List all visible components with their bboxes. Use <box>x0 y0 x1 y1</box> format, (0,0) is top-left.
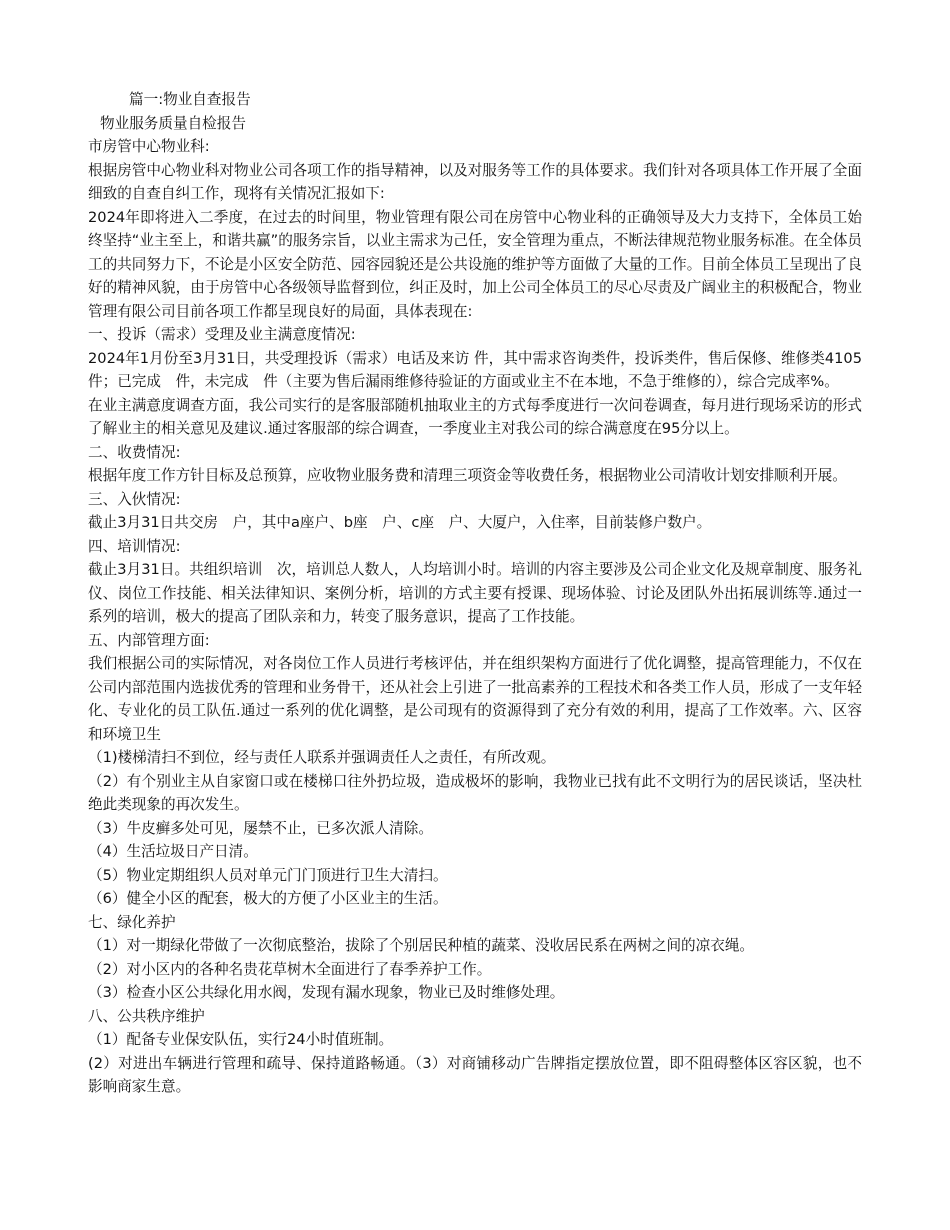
list-item-sanitation-2: （2）有个别业主从自家窗口或在楼梯口往外扔垃圾，造成极坏的影响，我物业已找有此不文明行为的居民谈话，坚决杜绝此类现象的再次发生。 <box>88 772 862 813</box>
section-heading-complaints: 一、投诉（需求）受理及业主满意度情况: <box>88 326 356 343</box>
section-heading-internal-management: 五、内部管理方面: <box>88 631 210 649</box>
section-heading-public-order: 八、公共秩序维护 <box>88 1007 205 1025</box>
section-heading-occupancy: 三、入伙情况: <box>88 490 181 508</box>
list-item-sanitation-6: （6）健全小区的配套，极大的方便了小区业主的生活。 <box>88 890 448 907</box>
list-item-sanitation-4: （4）生活垃圾日产日清。 <box>88 843 258 860</box>
document-title: 篇一:物业自查报告 <box>129 91 251 108</box>
section-heading-fees: 二、收费情况: <box>88 443 181 461</box>
paragraph-addressee: 市房管中心物业科: <box>88 138 210 155</box>
list-item-greening-1: （1）对一期绿化带做了一次彻底整治，拔除了个别居民种植的蔬菜、没收居民系在两树之间的凉衣绳。 <box>88 937 755 954</box>
list-item-sanitation-1: （1)楼梯清扫不到位，经与责任人联系并强调责任人之责任，有所改观。 <box>88 749 556 766</box>
list-item-sanitation-3: （3）牛皮癣多处可见，屡禁不止，已多次派人清除。 <box>88 819 433 837</box>
list-item-greening-3: （3）检查小区公共绿化用水阀，发现有漏水现象，物业已及时维修处理。 <box>88 984 565 1001</box>
list-item-public-order-2: (2）对进出车辆进行管理和疏导、保持道路畅通。（3）对商铺移动广告牌指定摆放位置，即不阻碍整体区容区貌，也不影响商家生意。 <box>88 1054 862 1095</box>
paragraph-satisfaction: 在业主满意度调查方面，我公司实行的是客服部随机抽取业主的方式每季度进行一次问卷调查，每月进行现场采访的形式了解业主的相关意见及建议.通过客服部的综合调查，一季度业主对我公司的综合满意度在95分以上。 <box>88 396 862 437</box>
paragraph-overview: 2024年即将进入二季度，在过去的时间里，物业管理有限公司在房管中心物业科的正确领导及大力支持下，全体员工始终坚持“业主至上，和谐共赢”的服务宗旨，以业主需求为己任，安全管理为重点，不断法律规范物业服务标准。在全体员工的共同努力下，不论是小区安全防范、园容园貌还是公共设施的维护等方面做了大量的工作。目前全体员工呈现出了良好的精神风貌，由于房管中心各级领导监督到位，纠正及时，加上公司全体员工的尽心尽责及广阔业主的积极配合，物业管理有限公司目前各项工作都呈现良好的局面，具体表现在: <box>88 208 863 320</box>
paragraph-complaints-stats: 2024年1月份至3月31日，共受理投诉（需求）电话及来访 件，其中需求咨询类件，投诉类件，售后保修、维修类4105件；已完成 件，未完成 件（主要为售后漏雨维修待验证的方面或业主不在本地，不急于维修的），综合完成率%。 <box>88 349 862 390</box>
list-item-sanitation-5: （5）物业定期组织人员对单元门门顶进行卫生大清扫。 <box>88 866 448 884</box>
section-heading-greening: 七、绿化养护 <box>88 913 176 931</box>
list-item-public-order-1: （1）配备专业保安队伍，实行24小时值班制。 <box>88 1031 394 1048</box>
list-item-greening-2: （2）对小区内的各种名贵花草树木全面进行了春季养护工作。 <box>88 960 492 978</box>
paragraph-occupancy: 截止3月31日共交房 户，其中a座户、b座 户、c座 户、大厦户，入住率，目前装修户数户。 <box>88 514 712 531</box>
paragraph-intro: 根据房管中心物业科对物业公司各项工作的指导精神，以及对服务等工作的具体要求。我们针对各项具体工作开展了全面细致的自查自纠工作，现将有关情况汇报如下: <box>88 161 862 202</box>
paragraph-training: 截止3月31日。共组织培训 次，培训总人数人，人均培训小时。培训的内容主要涉及公司企业文化及规章制度、服务礼仪、岗位工作技能、相关法律知识、案例分析，培训的方式主要有授课、现场体验、讨论及团队外出拓展训练等.通过一系列的培训，极大的提高了团队亲和力，转变了服务意识，提高了工作技能。 <box>88 561 862 625</box>
document-body <box>88 88 862 1099</box>
paragraph-fees: 根据年度工作方针目标及总预算，应收物业服务费和清理三项资金等收费任务，根据物业公司清收计划安排顺利开展。 <box>88 467 847 484</box>
section-heading-training: 四、培训情况: <box>88 537 181 555</box>
paragraph-internal-management: 我们根据公司的实际情况，对各岗位工作人员进行考核评估，并在组织架构方面进行了优化调整，提高管理能力，不仅在公司内部范围内选拔优秀的管理和业务骨干，还从社会上引进了一批高素养的工程技术和各类工作人员，形成了一支年轻化、专业化的员工队伍.通过一系列的优化调整，是公司现有的资源得到了充分有效的利用，提高了工作效率。六、区容和环境卫生 <box>88 655 862 743</box>
document-subtitle: 物业服务质量自检报告 <box>100 114 246 132</box>
